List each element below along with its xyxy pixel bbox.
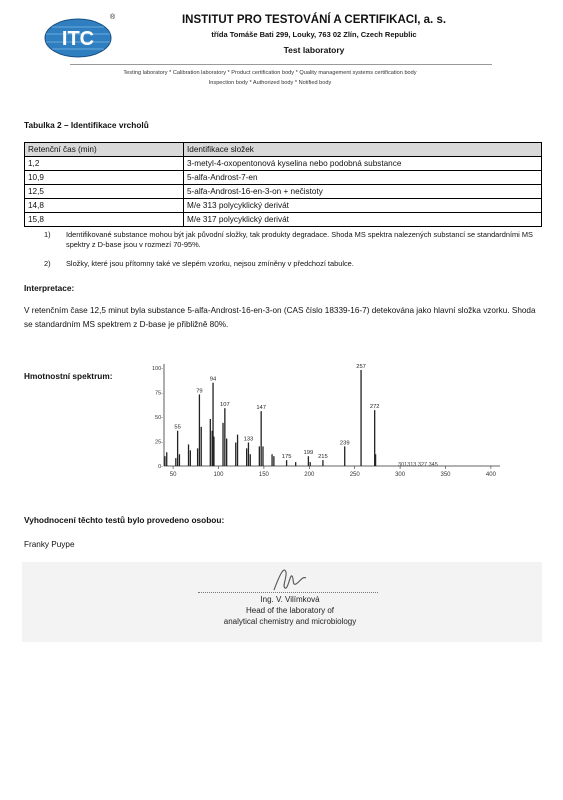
chart-labels xyxy=(174,364,379,460)
note-number: 1) xyxy=(44,230,51,239)
registered-mark: ® xyxy=(110,14,116,21)
x-tick-label: 250 xyxy=(349,472,360,478)
table-title: Tabulka 2 – Identifikace vrcholů xyxy=(24,120,149,130)
peak-label: 133 xyxy=(243,436,254,443)
header-retention-time: Retenční čas (min) xyxy=(25,143,184,157)
institute-name: INSTITUT PRO TESTOVÁNÍ A CERTIFIKACI, a. s. xyxy=(181,14,447,26)
cell-retention-time: 1,2 xyxy=(25,157,184,171)
mass-spectrum-chart xyxy=(140,352,510,488)
table-header-row xyxy=(25,143,542,157)
peak-label: 55 xyxy=(174,424,181,431)
cell-identification: 5-alfa-Androst-16-en-3-on + nečistoty xyxy=(184,185,542,199)
x-tick-label: 150 xyxy=(258,472,269,478)
header-identification: Identifikace složek xyxy=(184,143,542,157)
interpretation-heading: Interpretace: xyxy=(24,283,75,293)
itc-logo xyxy=(44,18,112,58)
table-row xyxy=(25,213,542,227)
peak-label: 239 xyxy=(339,440,350,447)
cell-identification: M/e 313 polycyklický derivát xyxy=(184,199,542,213)
table-row xyxy=(25,171,542,185)
peak-label: 107 xyxy=(220,402,230,409)
cell-retention-time: 15,8 xyxy=(25,213,184,227)
x-tick-label: 50 xyxy=(169,472,177,478)
services-line-1: Testing laboratory * Calibration laboratory * Product certification body * Quality management systems certification body xyxy=(123,70,417,76)
signatory-role-1: Head of the laboratory of xyxy=(245,606,335,615)
x-tick-label: 200 xyxy=(304,472,315,478)
y-tick-label: 25- xyxy=(155,439,163,446)
peak-label: 215 xyxy=(318,454,328,461)
y-tick-label: 100- xyxy=(151,366,163,372)
peak-label: 199 xyxy=(303,450,314,457)
interpretation-text: V retenčním čase 12,5 minut byla substance 5-alfa-Androst-16-en-3-on (CAS číslo 18339-16-7) detekována jako hlavní složka vzorku. Shoda se standardním MS spektrem z D-base je přibližně 80%. xyxy=(24,306,536,329)
table-row xyxy=(25,185,542,199)
peak-label: 175 xyxy=(281,454,292,461)
note-text: Identifikované substance mohou být jak původní složky, tak produkty degradace. Shoda MS spektra nalezených substancí se standardními MS spektry z D-base jsou v rozmezí 70-95%. xyxy=(66,230,533,249)
signatory-name: Ing. V. Vilímková xyxy=(260,595,320,604)
services-line-2: Inspection body * Authorized body * Notified body xyxy=(208,80,332,86)
cell-retention-time: 10,9 xyxy=(25,171,184,185)
logo-text: ITC xyxy=(61,28,95,50)
evaluator-name: Franky Puype xyxy=(24,540,75,549)
x-tick-label: 300 xyxy=(395,472,406,478)
institute-address: třída Tomáše Bati 299, Louky, 763 02 Zlín, Czech Republic xyxy=(211,30,417,39)
lab-name: Test laboratory xyxy=(283,45,345,55)
spectrum-label: Hmotnostní spektrum: xyxy=(24,371,113,381)
cell-identification: 3-metyl-4-oxopentonová kyselina nebo podobná substance xyxy=(184,157,542,171)
handwritten-signature xyxy=(270,564,310,594)
peak-annotation: 301313 327 345 xyxy=(398,462,438,468)
y-tick-label: 0- xyxy=(158,464,163,470)
table-note-1 xyxy=(44,230,544,250)
cell-retention-time: 14,8 xyxy=(25,199,184,213)
note-text: Složky, které jsou přítomny také ve slepém vzorku, nejsou zmíněny v předchozí tabulce. xyxy=(66,259,354,268)
peak-label: 272 xyxy=(369,404,380,411)
peak-label: 257 xyxy=(356,363,366,370)
chart-peaks xyxy=(165,370,376,466)
y-tick-label: 75- xyxy=(155,390,163,397)
cell-retention-time: 12,5 xyxy=(25,185,184,199)
x-tick-label: 400 xyxy=(485,472,496,478)
cell-identification: M/e 317 polycyklický derivát xyxy=(184,213,542,227)
note-number: 2) xyxy=(44,259,51,268)
table-row xyxy=(25,199,542,213)
table-note-2 xyxy=(44,259,544,269)
peak-label: 79 xyxy=(196,388,203,395)
signatory-role-2: analytical chemistry and microbiology xyxy=(223,617,357,626)
signature-line xyxy=(198,592,378,593)
y-tick-label: 50- xyxy=(155,415,163,421)
cell-identification: 5-alfa-Androst-7-en xyxy=(184,171,542,185)
peak-label: 147 xyxy=(256,405,267,412)
x-tick-label: 350 xyxy=(440,472,451,478)
evaluation-heading: Vyhodnocení těchto testů bylo provedeno osobou: xyxy=(24,515,225,525)
peak-label: 94 xyxy=(209,376,217,383)
chart-axes xyxy=(152,364,500,478)
header-divider xyxy=(70,64,492,65)
peak-identification-table xyxy=(24,142,542,227)
x-tick-label: 100 xyxy=(213,472,224,478)
table-row xyxy=(25,157,542,171)
